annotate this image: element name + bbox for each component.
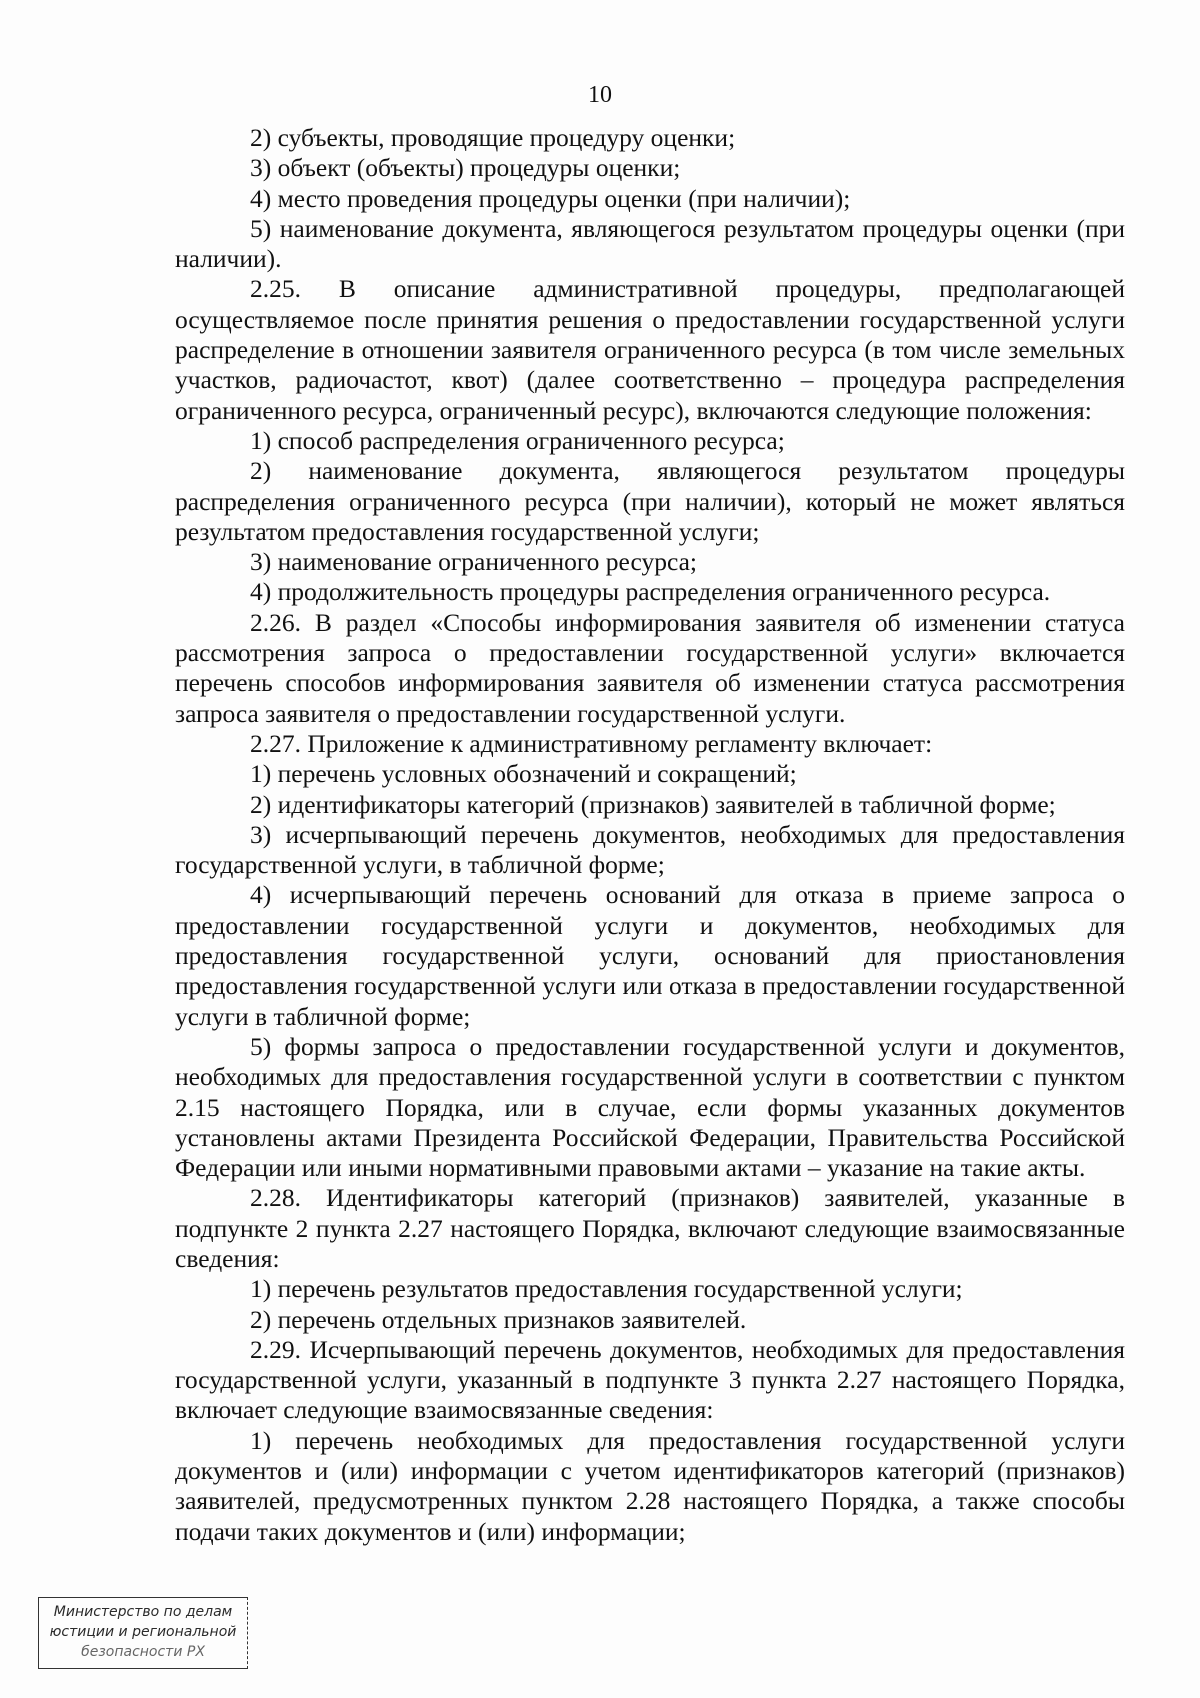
paragraph: 4) продолжительность процедуры распределения ограниченного ресурса. <box>250 577 1051 607</box>
paragraph: 5) формы запроса о предоставлении государственной услуги и документов, необходимых для предоставления государственной услуги в соответствии с пунктом 2.15 настоящего Порядка, или в случае, если формы указанных документов установлены актами Президента Российской Федерации, Правительства Российской Федерации или иными нормативными правовыми актами – указание на такие акты. <box>175 1031 1125 1183</box>
page-number: 10 <box>588 82 612 108</box>
paragraph: 1) способ распределения ограниченного ресурса; <box>250 425 785 455</box>
document-body <box>175 123 1125 1547</box>
paragraph: 1) перечень результатов предоставления государственной услуги; <box>250 1274 963 1304</box>
paragraph: 3) исчерпывающий перечень документов, необходимых для предоставления государственной услуги, в табличной форме; <box>175 819 1125 880</box>
paragraph: 2.26. В раздел «Способы информирования заявителя об изменении статуса рассмотрения запроса о предоставлении государственной услуги» включается перечень способов информирования заявителя об изменении статуса рассмотрения запроса заявителя о предоставлении государственной услуги. <box>175 607 1125 728</box>
paragraph: 2) наименование документа, являющегося результатом процедуры распределения ограниченного ресурса (при наличии), который не может являться результатом предоставления государственной услуги; <box>175 456 1125 546</box>
paragraph: 2.28. Идентификаторы категорий (признаков) заявителей, указанные в подпункте 2 пункта 2.27 настоящего Порядка, включают следующие взаимосвязанные сведения: <box>175 1183 1125 1273</box>
stamp-line: юстиции и региональной <box>49 1624 237 1640</box>
paragraph: 4) исчерпывающий перечень оснований для отказа в приеме запроса о предоставлении государственной услуги и документов, необходимых для предоставления государственной услуги, оснований для приостановления предоставления государственной услуги или отказа в предоставлении государственной услуги в табличной форме; <box>175 880 1125 1031</box>
ministry-stamp <box>38 1597 248 1669</box>
paragraph: 2) идентификаторы категорий (признаков) заявителей в табличной форме; <box>250 789 1056 819</box>
paragraph: 5) наименование документа, являющегося результатом процедуры оценки (при наличии). <box>175 213 1125 274</box>
paragraph: 2.29. Исчерпывающий перечень документов, необходимых для предоставления государственной услуги, указанный в подпункте 3 пункта 2.27 настоящего Порядка, включает следующие взаимосвязанные сведения: <box>175 1334 1125 1425</box>
paragraph: 2) субъекты, проводящие процедуру оценки; <box>250 123 736 152</box>
paragraph: 2.25. В описание административной процедуры, предполагающей осуществляемое после принятия решения о предоставлении государственной услуги распределение в отношении заявителя ограниченного ресурса (в том числе земельных участков, радиочастот, квот) (далее соответственно – процедура распределения ограниченного ресурса, ограниченный ресурс), включаются следующие положения: <box>175 274 1125 425</box>
stamp-line: безопасности РХ <box>81 1644 205 1660</box>
paragraph: 2) перечень отдельных признаков заявителей. <box>250 1304 747 1334</box>
paragraph: 3) наименование ограниченного ресурса; <box>250 547 698 577</box>
paragraph: 3) объект (объекты) процедуры оценки; <box>250 153 681 183</box>
paragraph: 4) место проведения процедуры оценки (при наличии); <box>250 183 851 213</box>
paragraph: 1) перечень необходимых для предоставления государственной услуги документов и (или) информации с учетом идентификаторов категорий (признаков) заявителей, предусмотренных пунктом 2.28 настоящего Порядка, а также способы подачи таких документов и (или) информации; <box>175 1425 1125 1546</box>
paragraph: 2.27. Приложение к административному регламенту включает: <box>250 728 933 758</box>
stamp-line: Министерство по делам <box>53 1604 233 1620</box>
paragraph: 1) перечень условных обозначений и сокращений; <box>250 759 797 789</box>
